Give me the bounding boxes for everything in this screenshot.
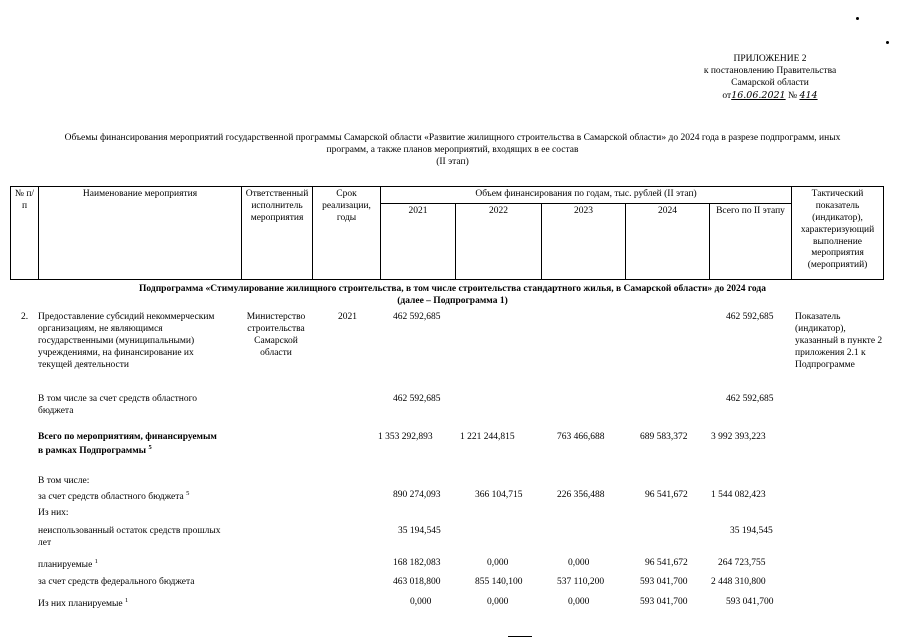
fed-planned-total: 593 041,700 xyxy=(726,597,774,607)
row-name-line: государственными (муниципальными) xyxy=(38,335,195,346)
total-2023: 763 466,688 xyxy=(557,432,605,442)
row-term: 2021 xyxy=(338,312,357,322)
label-line: за счет средств областного бюджета xyxy=(38,492,184,503)
federal-label: за счет средств федерального бюджета xyxy=(38,577,195,587)
regional-2024: 96 541,672 xyxy=(645,490,688,500)
regional-total: 1 544 082,423 xyxy=(711,490,766,500)
footnote-mark: 1 xyxy=(124,597,129,604)
row-executor-line: Самарской xyxy=(254,335,298,346)
label-line: Всего по мероприятиям, финансируемым xyxy=(38,432,217,442)
federal-2024: 593 041,700 xyxy=(640,577,688,587)
row-executor xyxy=(241,312,311,360)
subprogram-heading xyxy=(10,284,895,308)
planned-2022: 0,000 xyxy=(487,558,509,568)
title-line: Объемы финансирования мероприятий государственной программы Самарской области «Развитие жилищного строительства в Самарской области» до 2024 года в разрезе подпрограмм, иных xyxy=(64,133,841,143)
row-executor-line: области xyxy=(260,347,292,358)
row-indicator-line: указанный в пункте 2 xyxy=(795,335,883,346)
annex-title: ПРИЛОЖЕНИЕ 2 xyxy=(733,54,807,64)
header-indicator: Тактический показатель (индикатор), характеризующий выполнение мероприятия (мероприятий) xyxy=(792,187,884,280)
row-indicator xyxy=(795,312,895,371)
label-line: неиспользованный остаток средств прошлых xyxy=(38,526,221,536)
row-indicator-line: (индикатор), xyxy=(795,323,846,334)
footnote-mark: 1 xyxy=(94,558,98,565)
of-them-label: Из них: xyxy=(38,508,69,518)
annex-line: к постановлению Правительства xyxy=(703,65,837,76)
row-value-total: 462 592,685 xyxy=(726,312,774,322)
from-label: от xyxy=(722,90,732,101)
fed-planned-2024: 593 041,700 xyxy=(640,597,688,607)
row-name-line: организациям, не являющимся xyxy=(38,323,163,334)
row-name-line: учреждениями, на финансирование их xyxy=(38,347,194,358)
label-line: В том числе за счет средств областного xyxy=(38,394,198,404)
regional-2021: 890 274,093 xyxy=(393,490,441,500)
planned-2023: 0,000 xyxy=(568,558,590,568)
handwritten-date: 16.06.2021 xyxy=(731,89,786,101)
fed-planned-2023: 0,000 xyxy=(568,597,590,607)
total-2024: 689 583,372 xyxy=(640,432,688,442)
fed-planned-2022: 0,000 xyxy=(487,597,509,607)
number-label: № xyxy=(787,90,798,101)
document-title xyxy=(10,133,895,169)
fed-planned-label xyxy=(38,597,128,611)
label-line: лет xyxy=(38,537,52,548)
header-executor: Ответственный исполнитель мероприятия xyxy=(242,187,313,280)
row-name xyxy=(38,312,253,371)
row-name-line: Предоставление субсидий некоммерческим xyxy=(38,312,215,322)
total-2021: 1 353 292,893 xyxy=(378,432,433,442)
label-line: в рамках Подпрограммы xyxy=(38,446,147,457)
title-stage: (II этап) xyxy=(436,156,469,167)
incl-regional-label xyxy=(38,394,197,418)
federal-2023: 537 110,200 xyxy=(557,577,605,587)
federal-2022: 855 140,100 xyxy=(475,577,523,587)
header-term: Срок реализации, годы xyxy=(313,187,381,280)
annex-signature-line xyxy=(640,90,900,103)
table-header xyxy=(10,186,884,280)
planned-total: 264 723,755 xyxy=(718,558,766,568)
regional-2022: 366 104,715 xyxy=(475,490,523,500)
row-indicator-line: Показатель xyxy=(795,312,841,322)
footnote-mark: 5 xyxy=(186,490,190,497)
header-year-2022: 2022 xyxy=(456,203,542,279)
federal-2021: 463 018,800 xyxy=(393,577,441,587)
row-value-2021: 462 592,685 xyxy=(393,312,441,322)
footnote-mark: 5 xyxy=(148,443,152,451)
total-label xyxy=(38,432,217,458)
planned-2024: 96 541,672 xyxy=(645,558,688,568)
label-line: планируемые xyxy=(38,560,93,571)
row-indicator-line: приложения 2.1 к xyxy=(795,347,866,358)
annex-block xyxy=(640,54,900,103)
scan-speck xyxy=(886,41,889,44)
title-line: программ, а также планов мероприятий, входящих в ее состав xyxy=(326,144,579,155)
total-2022: 1 221 244,815 xyxy=(460,432,515,442)
header-name: Наименование мероприятия xyxy=(39,187,242,280)
header-year-2023: 2023 xyxy=(542,203,626,279)
header-total: Всего по II этапу xyxy=(710,203,792,279)
federal-total: 2 448 310,800 xyxy=(711,577,766,587)
subprogram-line: (далее – Подпрограмма 1) xyxy=(397,295,508,306)
row-number: 2. xyxy=(21,312,29,322)
header-year-2024: 2024 xyxy=(626,203,710,279)
fed-planned-2021: 0,000 xyxy=(410,597,432,607)
row-name-line: текущей деятельности xyxy=(38,359,129,370)
planned-2021: 168 182,083 xyxy=(393,558,441,568)
label-line: Из них планируемые xyxy=(38,599,123,610)
annex-line: Самарской области xyxy=(731,77,809,88)
row-executor-line: Министерство xyxy=(246,312,306,322)
regional-2023: 226 356,488 xyxy=(557,490,605,500)
unused-label xyxy=(38,526,221,550)
incl-regional-2021: 462 592,685 xyxy=(393,394,441,404)
row-indicator-line: Подпрограмме xyxy=(795,359,855,370)
scan-speck xyxy=(856,17,859,20)
unused-2021: 35 194,545 xyxy=(398,526,441,536)
scan-line xyxy=(508,636,532,637)
regional-label xyxy=(38,490,189,504)
label-line: бюджета xyxy=(38,405,74,416)
incl-label: В том числе: xyxy=(38,476,90,486)
total-total: 3 992 393,223 xyxy=(711,432,766,442)
planned-label xyxy=(38,558,98,572)
header-year-2021: 2021 xyxy=(381,203,456,279)
handwritten-number: 414 xyxy=(799,89,818,101)
subprogram-line: Подпрограмма «Стимулирование жилищного строительства, в том числе строительства стандартного жилья, в Самарской области» до 2024 года xyxy=(139,284,766,294)
header-num: № п/п xyxy=(11,187,39,280)
incl-regional-total: 462 592,685 xyxy=(726,394,774,404)
header-funding: Объем финансирования по годам, тыс. рублей (II этап) xyxy=(381,187,792,204)
unused-total: 35 194,545 xyxy=(730,526,773,536)
row-executor-line: строительства xyxy=(247,323,305,334)
